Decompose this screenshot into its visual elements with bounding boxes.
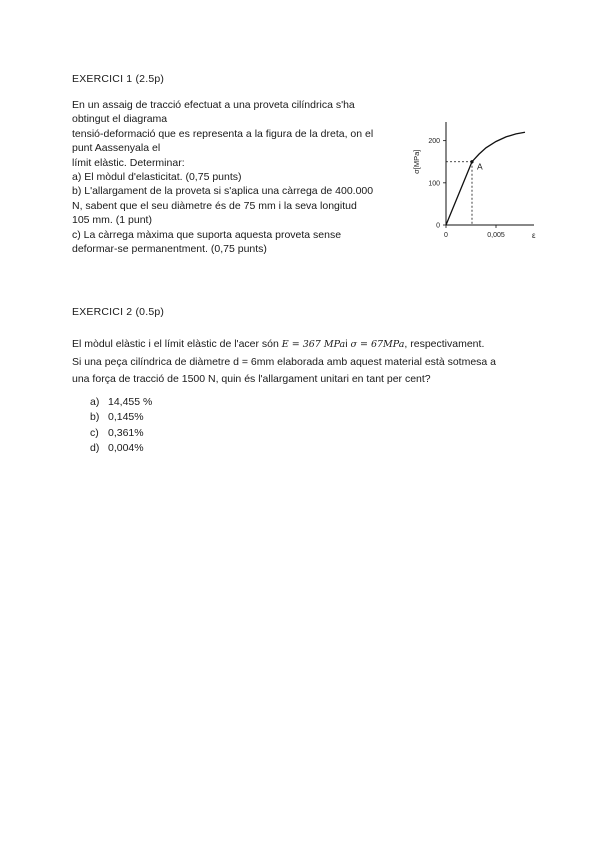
exercise1-title: EXERCICI 1 (2.5p) <box>72 73 165 85</box>
x-tick-label: 0,005 <box>487 232 505 239</box>
exercise2-statement <box>72 336 542 387</box>
question-b-cont: N, sabent que el seu diàmetre és de 75 mm i la seva longitud <box>72 199 357 212</box>
option-letter: a) <box>90 396 100 408</box>
question-c-cont: deformar-se permanentment. (0,75 punts) <box>72 243 267 256</box>
point-a-marker <box>470 160 473 163</box>
y-tick-label: 100 <box>428 180 440 188</box>
text: i <box>345 338 351 350</box>
point-a-label: A <box>477 161 483 172</box>
y-tick-label: 0 <box>436 222 440 230</box>
chart-ticks <box>428 138 505 239</box>
option-letter: d) <box>90 442 100 455</box>
text: , respectivament. <box>404 338 485 350</box>
exercise2-line2: Si una peça cilíndrica de diàmetre d = 6mm elaborada amb aquest material està sotmesa a <box>72 355 497 368</box>
option-value: 0,361% <box>108 426 144 439</box>
option-c[interactable] <box>90 426 152 441</box>
option-value: 14,455 % <box>108 396 153 408</box>
text: El mòdul elàstic i el límit elàstic de l'acer són <box>72 338 282 350</box>
y-tick-label: 200 <box>428 138 440 146</box>
statement-line: punt Aassenyala el <box>72 142 161 155</box>
x-tick-label: 0 <box>444 232 448 239</box>
formula-elastic-limit: σ = 67MPa <box>350 339 405 350</box>
option-d[interactable] <box>90 441 152 456</box>
formula-elastic-modulus: E = 367 MPa <box>281 339 346 350</box>
answer-options <box>90 395 152 457</box>
statement-line: obtingut el diagrama <box>72 113 168 126</box>
question-b: b) L'allargament de la proveta si s'aplica una càrrega de 400.000 <box>72 185 374 198</box>
chart-axes <box>446 122 534 225</box>
stress-strain-curve <box>446 132 525 225</box>
option-letter: c) <box>90 426 99 439</box>
exercise2-line3: una força de tracció de 1500 N, quin és l'allargament unitari en tant per cent? <box>72 372 431 385</box>
question-b-cont: 105 mm. (1 punt) <box>72 214 152 227</box>
option-value: 0,145% <box>108 411 144 424</box>
exercise2-title: EXERCICI 2 (0.5p) <box>72 306 165 318</box>
option-value: 0,004% <box>108 442 144 455</box>
question-c: c) La càrrega màxima que suporta aquesta proveta sense <box>72 228 342 241</box>
option-a[interactable] <box>90 395 152 410</box>
statement-line: En un assaig de tracció efectuat a una proveta cilíndrica s'ha <box>72 99 355 111</box>
y-axis-label: σ[MPa] <box>412 149 421 174</box>
exercise1-statement <box>72 98 402 256</box>
option-b[interactable] <box>90 410 152 425</box>
stress-strain-chart <box>405 118 540 253</box>
question-a: a) El mòdul d'elasticitat. (0,75 punts) <box>72 171 242 184</box>
statement-line: límit elàstic. Determinar: <box>72 156 185 169</box>
x-axis-label: ε <box>532 231 536 240</box>
option-letter: b) <box>90 411 100 424</box>
exercise2-line1 <box>72 336 542 354</box>
statement-line: tensió-deformació que es representa a la figura de la dreta, on el <box>72 127 374 140</box>
